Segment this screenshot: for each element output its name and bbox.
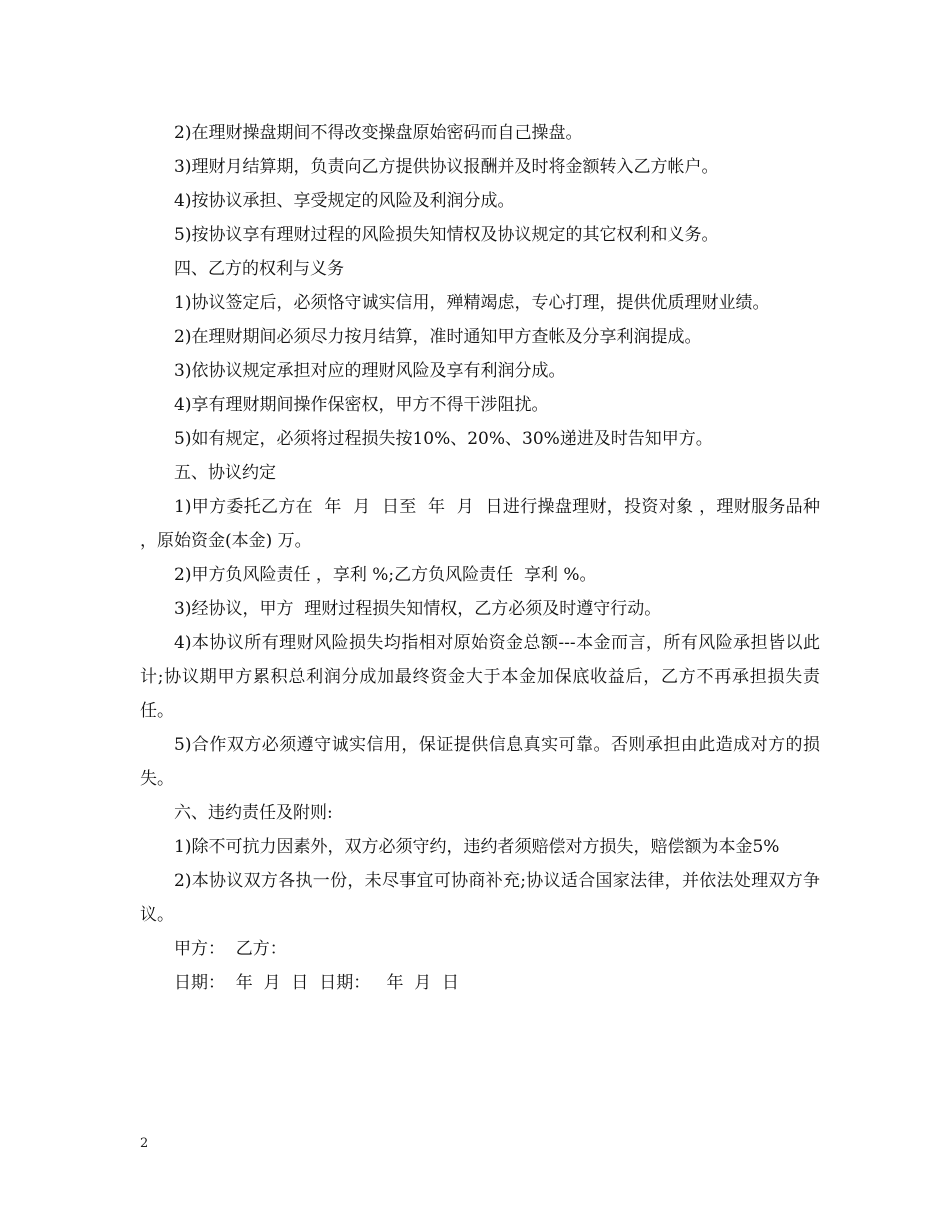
clause-paragraph: 5)如有规定，必须将过程损失按10%、20%、30%递进及时告知甲方。	[174, 429, 713, 449]
clause-paragraph: 1)甲方委托乙方在 年 月 日至 年 月 日进行操盘理财，投资对象 ，理财服务品种 ，原始资金(本金) 万。	[140, 497, 826, 551]
clause-paragraph: 5)按协议享有理财过程的风险损失知情权及协议规定的其它权利和义务。	[174, 225, 719, 245]
clause-paragraph: 5)合作双方必须遵守诚实信用，保证提供信息真实可靠。否则承担由此造成对方的损失。	[140, 735, 820, 789]
clause-paragraph: 2)在理财操盘期间不得改变操盘原始密码而自己操盘。	[174, 123, 583, 143]
clause-paragraph: 1)协议签定后，必须恪守诚实信用，殚精竭虑，专心打理，提供优质理财业绩。	[174, 293, 770, 313]
date-line: 日期： 年 月 日 日期： 年 月 日	[174, 973, 460, 993]
clause-paragraph: 3)依协议规定承担对应的理财风险及享有利润分成。	[174, 361, 566, 381]
clause-paragraph: 3)经协议，甲方 理财过程损失知情权，乙方必须及时遵守行动。	[174, 599, 662, 619]
clause-paragraph: 3)理财月结算期，负责向乙方提供协议报酬并及时将金额转入乙方帐户。	[174, 157, 719, 177]
section-heading: 五、协议约定	[174, 463, 276, 483]
clause-paragraph: 2)甲方负风险责任 ，享利 %;乙方负风险责任 享利 %。	[174, 565, 597, 585]
clause-paragraph: 4)按协议承担、享受规定的风险及利润分成。	[174, 191, 515, 211]
signature-line: 甲方： 乙方：	[174, 939, 287, 959]
clause-paragraph: 4)享有理财期间操作保密权，甲方不得干涉阻扰。	[174, 395, 549, 415]
document-body	[140, 116, 826, 1000]
section-heading: 四、乙方的权利与义务	[174, 259, 344, 279]
page-number: 2	[140, 1136, 149, 1151]
section-heading: 六、违约责任及附则:	[174, 803, 333, 823]
clause-paragraph: 2)在理财期间必须尽力按月结算，准时通知甲方查帐及分享利润提成。	[174, 327, 702, 347]
clause-paragraph: 2)本协议双方各执一份，未尽事宜可协商补充;协议适合国家法律，并依法处理双方争议。	[140, 871, 820, 925]
clause-paragraph: 4)本协议所有理财风险损失均指相对原始资金总额---本金而言，所有风险承担皆以此计;协议期甲方累积总利润分成加最终资金大于本金加保底收益后，乙方不再承担损失责任。	[140, 633, 820, 721]
clause-paragraph: 1)除不可抗力因素外，双方必须守约，违约者须赔偿对方损失，赔偿额为本金5%	[174, 837, 780, 857]
